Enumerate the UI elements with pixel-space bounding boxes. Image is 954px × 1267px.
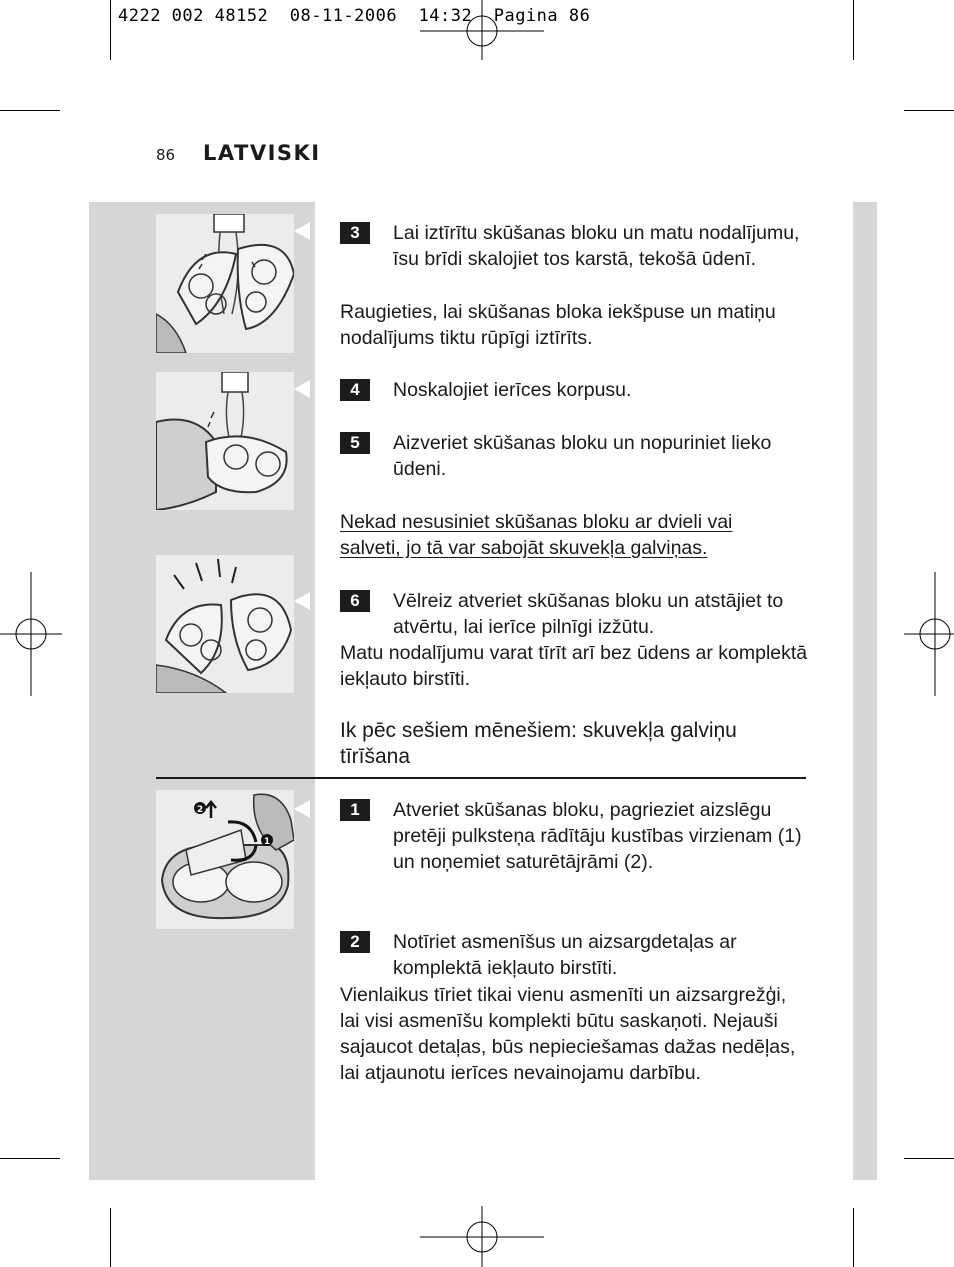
figure-pointer	[294, 592, 310, 610]
figure-pointer	[294, 222, 310, 240]
step-5	[340, 430, 805, 482]
shaver-rinse-illustration	[156, 214, 294, 353]
step-6	[340, 588, 805, 640]
note-text: Vienlaikus tīriet tikai vienu asmenīti un aizsargrežģi, lai visi asmenīšu komplekti būtu saskaņoti. Nejauši sajaucot detaļas, būs nepieciešamas dažas nedēļas, lai atjaunotu ierīces nevainojamu darbību.	[340, 984, 796, 1084]
figure-pointer	[294, 380, 310, 398]
step-text: Atveriet skūšanas bloku, pagrieziet aizslēgu pretēji pulksteņa rādītāju kustības virzienam (1) un noņemiet saturētājrāmi (2).	[393, 799, 802, 873]
note-text: Matu nodalījumu varat tīrīt arī bez ūdens ar komplektā iekļauto birstīti.	[340, 642, 808, 690]
page-number: 86	[156, 146, 176, 164]
print-job-header: 4222 002 48152 08-11-2006 14:32 Pagina 86	[118, 6, 591, 26]
registration-mark-icon	[420, 0, 544, 62]
note-text: Raugieties, lai skūšanas bloka iekšpuse un matiņu nodalījums tiktu rūpīgi iztīrīts.	[340, 301, 776, 349]
shaver-open-dry-illustration	[156, 555, 294, 693]
page-title: LATVISKI	[203, 141, 321, 165]
section-divider	[156, 777, 806, 779]
step-number: 1	[340, 799, 370, 821]
registration-mark-icon	[0, 572, 62, 696]
step-text: Lai iztīrītu skūšanas bloku un matu nodalījumu, īsu brīdi skalojiet tos karstā, tekošā ūdenī.	[393, 222, 800, 270]
step-text: Vēlreiz atveriet skūšanas bloku un atstājiet to atvērtu, lai ierīce pilnīgi izžūtu.	[393, 590, 784, 638]
step-text: Notīriet asmenīšus un aizsargdetaļas ar komplektā iekļauto birstīti.	[393, 931, 737, 979]
step-1	[340, 797, 805, 875]
figure-pointer	[294, 800, 310, 818]
registration-mark-icon	[904, 572, 954, 696]
step-text: Noskalojiet ierīces korpusu.	[393, 379, 632, 401]
step-number: 4	[340, 379, 370, 401]
figure-label-2: 2	[196, 805, 204, 815]
side-tab	[853, 202, 877, 1180]
step-number: 6	[340, 590, 370, 612]
step-2	[340, 929, 805, 981]
warning-text: Nekad nesusiniet skūšanas bloku ar dvieli vai salveti, jo tā var sabojāt skuvekļa galviņas.	[340, 511, 733, 559]
step-number: 2	[340, 931, 370, 953]
step-number: 5	[340, 432, 370, 454]
shaver-body-rinse-illustration	[156, 372, 294, 510]
section-heading: Ik pēc sešiem mēnešiem: skuvekļa galviņu tīrīšana	[340, 719, 737, 768]
shaver-head-unlock-illustration	[156, 790, 294, 929]
step-3	[340, 220, 805, 272]
registration-mark-icon	[420, 1206, 544, 1267]
step-4	[340, 377, 805, 403]
figure-label-1: 1	[263, 837, 271, 847]
step-text: Aizveriet skūšanas bloku un nopuriniet lieko ūdeni.	[393, 432, 772, 480]
step-number: 3	[340, 222, 370, 244]
